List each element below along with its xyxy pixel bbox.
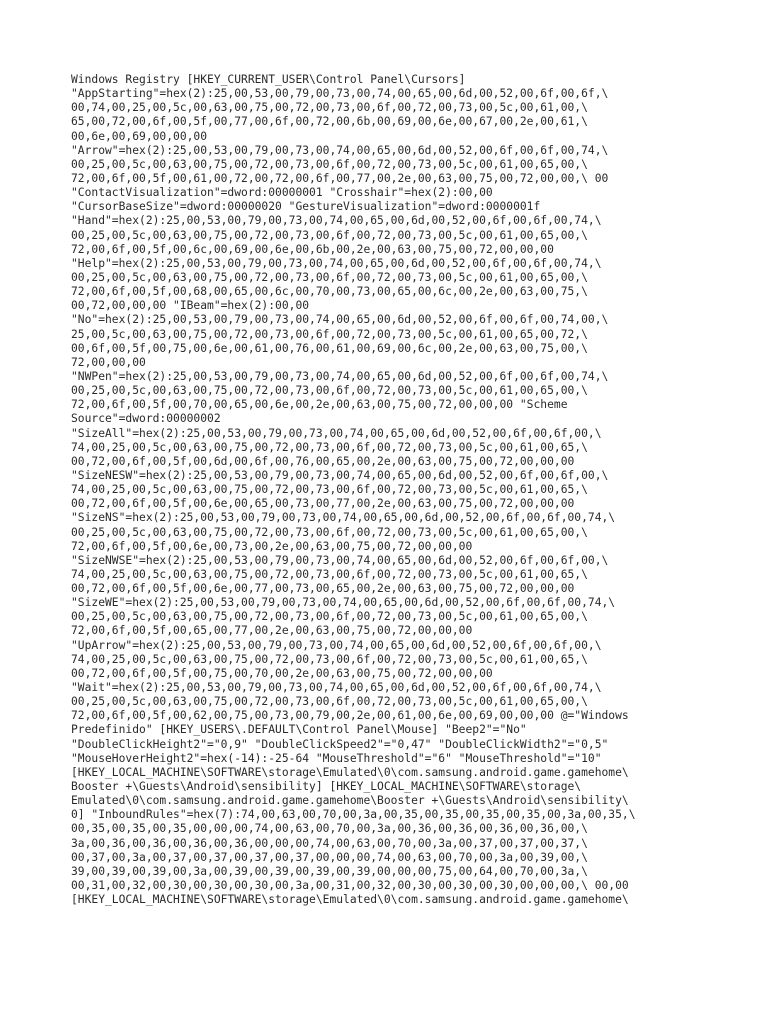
registry-text-line: Emulated\0\com.samsung.android.game.gamehome\Booster +\Guests\Android\sensibility\ (71, 794, 629, 808)
registry-text-line: 00,6e,00,69,00,00,00 (71, 129, 208, 143)
registry-text-line: 74,00,25,00,5c,00,63,00,75,00,72,00,73,00,6f,00,72,00,73,00,5c,00,61,00,65,\ (71, 483, 588, 497)
registry-text-line: 72,00,6f,00,5f,00,6c,00,69,00,6e,00,6b,00,2e,00,63,00,75,00,72,00,00,00 (71, 242, 554, 256)
registry-text-line: 00,37,00,3a,00,37,00,37,00,37,00,37,00,00,00,74,00,63,00,70,00,3a,00,39,00,\ (71, 850, 588, 864)
registry-text-line: 00,25,00,5c,00,63,00,75,00,72,00,73,00,6f,00,72,00,73,00,5c,00,61,00,65,00,\ (71, 270, 588, 284)
registry-text-line: 72,00,00,00 (71, 355, 146, 369)
registry-text-line: "SizeNESW"=hex(2):25,00,53,00,79,00,73,00,74,00,65,00,6d,00,52,00,6f,00,6f,00,\ (71, 468, 609, 482)
registry-text-line: "UpArrow"=hex(2):25,00,53,00,79,00,73,00,74,00,65,00,6d,00,52,00,6f,00,6f,00,\ (71, 638, 602, 652)
registry-text-line: [HKEY_LOCAL_MACHINE\SOFTWARE\storage\Emulated\0\com.samsung.android.game.gamehome\ (71, 765, 629, 779)
registry-text-line: 00,25,00,5c,00,63,00,75,00,72,00,73,00,6f,00,72,00,73,00,5c,00,61,00,65,00,\ (71, 610, 588, 624)
registry-text-line: "AppStarting"=hex(2):25,00,53,00,79,00,73,00,74,00,65,00,6d,00,52,00,6f,00,6f,\ (71, 87, 609, 101)
registry-text-line: Windows Registry [HKEY_CURRENT_USER\Control Panel\Cursors] (71, 73, 466, 86)
registry-text-line: 00,74,00,25,00,5c,00,63,00,75,00,72,00,73,00,6f,00,72,00,73,00,5c,00,61,00,\ (71, 101, 588, 115)
registry-text-line: "No"=hex(2):25,00,53,00,79,00,73,00,74,00,65,00,6d,00,52,00,6f,00,6f,00,74,00,\ (71, 313, 609, 327)
registry-text-line: 00,72,00,6f,00,5f,00,6e,00,77,00,73,00,65,00,2e,00,63,00,75,00,72,00,00,00 (71, 582, 575, 596)
registry-text-line: 00,72,00,6f,00,5f,00,6d,00,6f,00,76,00,65,00,2e,00,63,00,75,00,72,00,00,00 (71, 454, 575, 468)
registry-text-line: 72,00,6f,00,5f,00,61,00,72,00,72,00,6f,00,77,00,2e,00,63,00,75,00,72,00,00,\ 00 (71, 171, 609, 185)
registry-text-line: "Arrow"=hex(2):25,00,53,00,79,00,73,00,74,00,65,00,6d,00,52,00,6f,00,6f,00,74,\ (71, 143, 609, 157)
registry-text-line: 00,31,00,32,00,30,00,30,00,30,00,3a,00,31,00,32,00,30,00,30,00,30,00,00,00,\ 00,00 (71, 879, 629, 893)
registry-text-line: 00,25,00,5c,00,63,00,75,00,72,00,73,00,6f,00,72,00,73,00,5c,00,61,00,65,00,\ (71, 525, 588, 539)
registry-text-line: 3a,00,36,00,36,00,36,00,36,00,00,00,74,00,63,00,70,00,3a,00,37,00,37,00,37,\ (71, 836, 588, 850)
registry-text-line: "Help"=hex(2):25,00,53,00,79,00,73,00,74,00,65,00,6d,00,52,00,6f,00,6f,00,74,\ (71, 256, 602, 270)
registry-text-line: "SizeNS"=hex(2):25,00,53,00,79,00,73,00,74,00,65,00,6d,00,52,00,6f,00,6f,00,74,\ (71, 511, 616, 525)
registry-text-line: 00,35,00,35,00,35,00,00,00,74,00,63,00,70,00,3a,00,36,00,36,00,36,00,36,00,\ (71, 822, 588, 836)
registry-text-line: 00,25,00,5c,00,63,00,75,00,72,00,73,00,6f,00,72,00,73,00,5c,00,61,00,65,00,\ (71, 695, 588, 709)
registry-text-line: 74,00,25,00,5c,00,63,00,75,00,72,00,73,00,6f,00,72,00,73,00,5c,00,61,00,65,\ (71, 440, 588, 454)
registry-text-line: "Hand"=hex(2):25,00,53,00,79,00,73,00,74,00,65,00,6d,00,52,00,6f,00,6f,00,74,\ (71, 214, 602, 228)
registry-text-line: 74,00,25,00,5c,00,63,00,75,00,72,00,73,00,6f,00,72,00,73,00,5c,00,61,00,65,\ (71, 652, 588, 666)
registry-text-line: 74,00,25,00,5c,00,63,00,75,00,72,00,73,00,6f,00,72,00,73,00,5c,00,61,00,65,\ (71, 567, 588, 581)
registry-text-line: "MouseHoverHeight2"=hex(-14):-25-64 "MouseThreshold"="6" "MouseThreshold"="10" (71, 751, 602, 765)
registry-text-line: 25,00,5c,00,63,00,75,00,72,00,73,00,6f,00,72,00,73,00,5c,00,61,00,65,00,72,\ (71, 327, 588, 341)
registry-text-line: Source"=dword:00000002 (71, 412, 221, 426)
registry-text-line: 00,25,00,5c,00,63,00,75,00,72,00,73,00,6f,00,72,00,73,00,5c,00,61,00,65,00,\ (71, 384, 588, 398)
registry-text-line: 00,25,00,5c,00,63,00,75,00,72,00,73,00,6f,00,72,00,73,00,5c,00,61,00,65,00,\ (71, 228, 588, 242)
registry-text-line: "CursorBaseSize"=dword:00000020 "GestureVisualization"=dword:0000001f (71, 200, 541, 214)
registry-text-line: Predefinido" [HKEY_USERS\.DEFAULT\Control Panel\Mouse] "Beep2"="No" (71, 723, 527, 737)
registry-text-line: 65,00,72,00,6f,00,5f,00,77,00,6f,00,72,00,6b,00,69,00,6e,00,67,00,2e,00,61,\ (71, 115, 588, 129)
registry-text-line: 39,00,39,00,39,00,3a,00,39,00,39,00,39,00,39,00,00,00,75,00,64,00,70,00,3a,\ (71, 864, 588, 878)
registry-text-line: 72,00,6f,00,5f,00,70,00,65,00,6e,00,2e,00,63,00,75,00,72,00,00,00 "Scheme (71, 398, 568, 412)
registry-text-line: 72,00,6f,00,5f,00,68,00,65,00,6c,00,70,00,73,00,65,00,6c,00,2e,00,63,00,75,\ (71, 285, 588, 299)
registry-text-line: Booster +\Guests\Android\sensibility] [HKEY_LOCAL_MACHINE\SOFTWARE\storage\ (71, 780, 582, 794)
registry-document-text (71, 73, 711, 907)
registry-text-line: 00,25,00,5c,00,63,00,75,00,72,00,73,00,6f,00,72,00,73,00,5c,00,61,00,65,00,\ (71, 157, 588, 171)
registry-text-line: "NWPen"=hex(2):25,00,53,00,79,00,73,00,74,00,65,00,6d,00,52,00,6f,00,6f,00,74,\ (71, 369, 609, 383)
registry-text-line: 72,00,6f,00,5f,00,6e,00,73,00,2e,00,63,00,75,00,72,00,00,00 (71, 539, 473, 553)
registry-text-line: 72,00,6f,00,5f,00,62,00,75,00,73,00,79,00,2e,00,61,00,6e,00,69,00,00,00 @="Windows (71, 709, 629, 723)
registry-text-line: 00,72,00,00,00 "IBeam"=hex(2):00,00 (71, 299, 310, 313)
registry-text-line: "ContactVisualization"=dword:00000001 "Crosshair"=hex(2):00,00 (71, 186, 493, 200)
registry-text-line: "SizeNWSE"=hex(2):25,00,53,00,79,00,73,00,74,00,65,00,6d,00,52,00,6f,00,6f,00,\ (71, 553, 609, 567)
registry-text-line: 00,6f,00,5f,00,75,00,6e,00,61,00,76,00,61,00,69,00,6c,00,2e,00,63,00,75,00,\ (71, 341, 588, 355)
registry-text-line: [HKEY_LOCAL_MACHINE\SOFTWARE\storage\Emulated\0\com.samsung.android.game.gamehome\ (71, 893, 629, 907)
registry-text-line: 0] "InboundRules"=hex(7):74,00,63,00,70,00,3a,00,35,00,35,00,35,00,35,00,3a,00,35,\ (71, 808, 636, 822)
registry-text-line: "SizeWE"=hex(2):25,00,53,00,79,00,73,00,74,00,65,00,6d,00,52,00,6f,00,6f,00,74,\ (71, 596, 616, 610)
registry-text-line: "DoubleClickHeight2"="0,9" "DoubleClickSpeed2"="0,47" "DoubleClickWidth2"="0,5" (71, 737, 609, 751)
registry-text-line: "Wait"=hex(2):25,00,53,00,79,00,73,00,74,00,65,00,6d,00,52,00,6f,00,6f,00,74,\ (71, 681, 602, 695)
registry-text-line: 72,00,6f,00,5f,00,65,00,77,00,2e,00,63,00,75,00,72,00,00,00 (71, 624, 473, 638)
registry-text-line: 00,72,00,6f,00,5f,00,6e,00,65,00,73,00,77,00,2e,00,63,00,75,00,72,00,00,00 (71, 497, 575, 511)
registry-text-line: "SizeAll"=hex(2):25,00,53,00,79,00,73,00,74,00,65,00,6d,00,52,00,6f,00,6f,00,\ (71, 426, 602, 440)
registry-text-line: 00,72,00,6f,00,5f,00,75,00,70,00,2e,00,63,00,75,00,72,00,00,00 (71, 666, 493, 680)
